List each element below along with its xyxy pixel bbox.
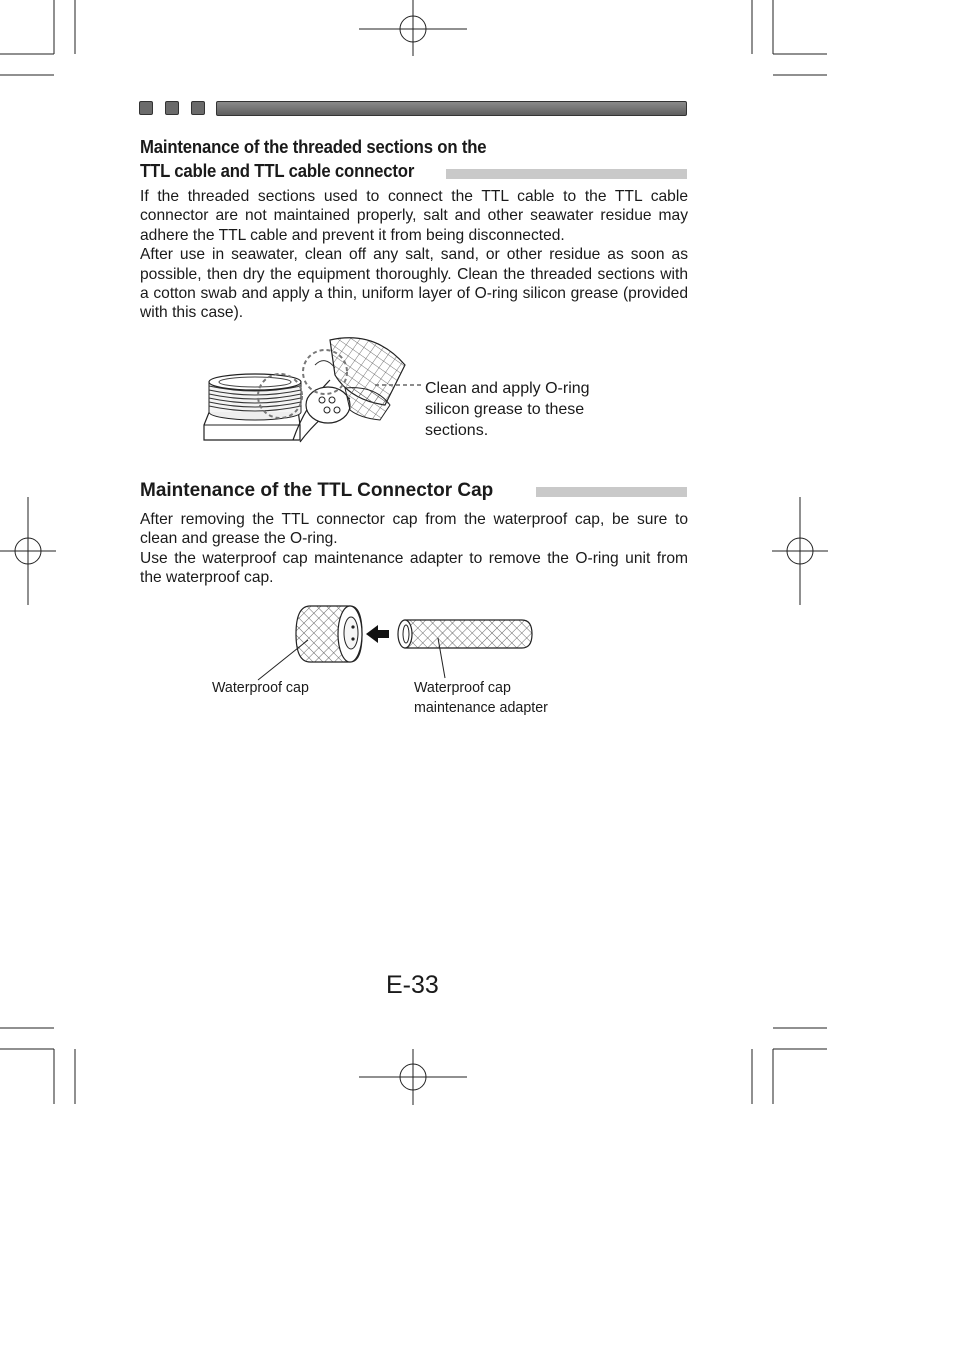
section1-paragraph-1: If the threaded sections used to connect the TTL cable to the TTL cable connector are not maintained properly, salt and other seawater residue may adhere the TTL cable and prevent it from being disconnected. bbox=[140, 188, 688, 244]
section1-title-line1: Maintenance of the threaded sections on the bbox=[140, 137, 487, 157]
section1-paragraph-2: After use in seawater, clean off any salt, sand, or other residue as soon as possible, then dry the equipment thoroughly. Clean the threaded sections with a cotton swab and apply a thin, uniform layer of O-ring silicon grease (provided with this case). bbox=[140, 246, 688, 322]
figure1-caption-line3: sections. bbox=[425, 422, 489, 439]
section2-title-rule bbox=[536, 487, 687, 497]
label-waterproof-cap: Waterproof cap bbox=[212, 679, 309, 696]
threaded-connector-illustration bbox=[200, 330, 425, 450]
section1-title-rule bbox=[446, 169, 687, 179]
figure1-caption-line1: Clean and apply O-ring bbox=[425, 380, 590, 397]
section2-body bbox=[140, 510, 688, 588]
figure1-caption-line2: silicon grease to these bbox=[425, 401, 585, 418]
label-maintenance-adapter-line2: maintenance adapter bbox=[414, 699, 548, 716]
header-square-3 bbox=[191, 101, 205, 115]
label-maintenance-adapter-line1: Waterproof cap bbox=[414, 679, 511, 696]
figure1-caption bbox=[425, 378, 590, 441]
section2-paragraph-2: Use the waterproof cap maintenance adapter to remove the O-ring unit from the waterproof cap. bbox=[140, 549, 688, 587]
header-square-2 bbox=[165, 101, 179, 115]
header-bar bbox=[216, 101, 687, 116]
label-maintenance-adapter bbox=[414, 678, 548, 718]
section1-body bbox=[140, 187, 688, 323]
page-number: E-33 bbox=[386, 971, 439, 999]
section1-title-line2: TTL cable and TTL cable connector bbox=[140, 161, 415, 181]
section2-paragraph-1: After removing the TTL connector cap from the waterproof cap, be sure to clean and grease the O-ring. bbox=[140, 511, 688, 548]
header-square-1 bbox=[139, 101, 153, 115]
section2-title: Maintenance of the TTL Connector Cap bbox=[140, 480, 494, 501]
